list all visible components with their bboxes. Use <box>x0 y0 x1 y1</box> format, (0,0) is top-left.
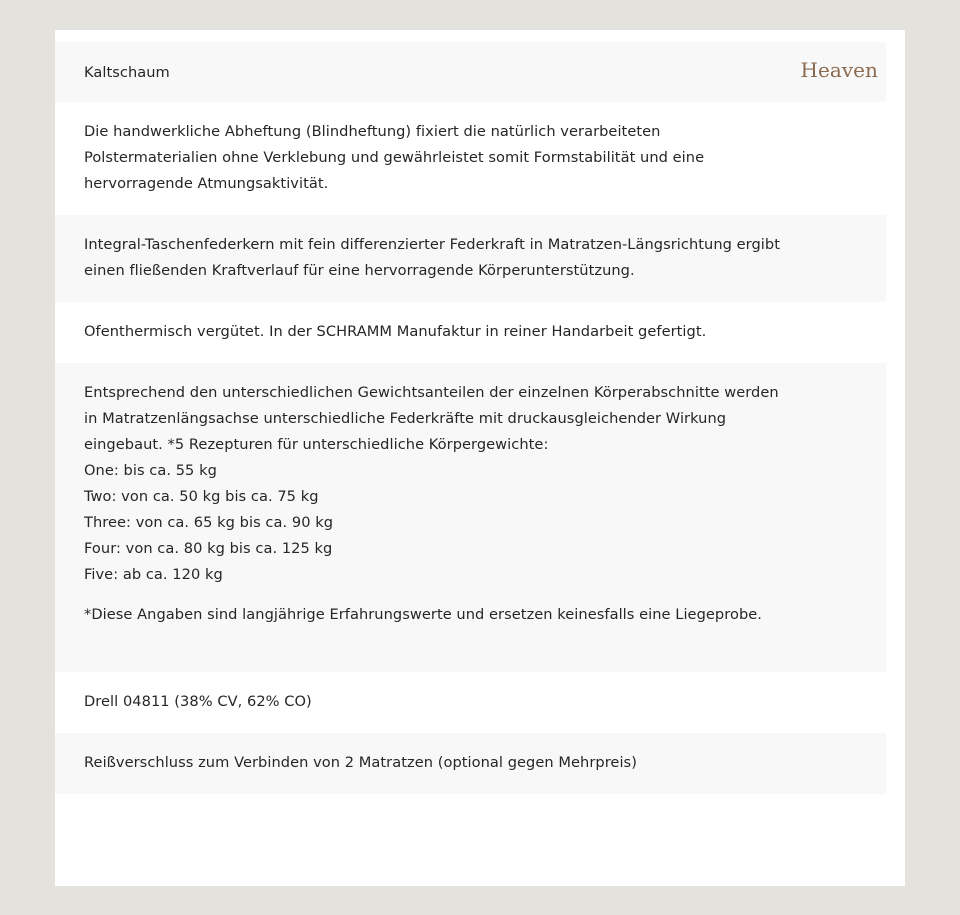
feature-row-zipper <box>55 733 886 794</box>
feature-text-line: in Matratzenlängsachse unterschiedliche Federkräfte mit druckausgleichender Wirkung <box>84 410 727 427</box>
weight-level-five: Five: ab ca. 120 kg <box>84 566 223 583</box>
feature-text-line: Entsprechend den unterschiedlichen Gewichtsanteilen der einzelnen Körperabschnitte werden <box>84 384 779 401</box>
feature-text-line: Reißverschluss zum Verbinden von 2 Matratzen (optional gegen Mehrpreis) <box>84 754 637 771</box>
brand-logo: Heaven <box>800 58 878 82</box>
feature-row-header <box>55 42 886 102</box>
weight-level-three: Three: von ca. 65 kg bis ca. 90 kg <box>84 514 334 531</box>
feature-row-ofen <box>55 302 886 363</box>
feature-list <box>55 42 886 794</box>
feature-text-line: Polstermaterialien ohne Verklebung und gewährleistet somit Formstabilität und eine <box>84 149 705 166</box>
product-details-card <box>55 30 905 886</box>
disclaimer-note: *Diese Angaben sind langjährige Erfahrungswerte und ersetzen keinesfalls eine Liegeprobe. <box>84 606 762 623</box>
feature-text-line: eingebaut. *5 Rezepturen für unterschiedliche Körpergewichte: <box>84 436 549 453</box>
weight-level-two: Two: von ca. 50 kg bis ca. 75 kg <box>84 488 319 505</box>
feature-text-line: einen fließenden Kraftverlauf für eine hervorragende Körperunterstützung. <box>84 262 635 279</box>
feature-text-line: Integral-Taschenfederkern mit fein differenzierter Federkraft in Matratzen-Längsrichtung ergibt <box>84 236 780 253</box>
feature-text-line: hervorragende Atmungsaktivität. <box>84 175 329 192</box>
weight-level-one: One: bis ca. 55 kg <box>84 462 217 479</box>
feature-text-line: Ofenthermisch vergütet. In der SCHRAMM Manufaktur in reiner Handarbeit gefertigt. <box>84 323 707 340</box>
feature-row-federkern <box>55 215 886 302</box>
core-material-label: Kaltschaum <box>84 63 170 81</box>
weight-level-four: Four: von ca. 80 kg bis ca. 125 kg <box>84 540 333 557</box>
feature-row-abheftung <box>55 102 886 215</box>
feature-text-line: Drell 04811 (38% CV, 62% CO) <box>84 693 312 710</box>
feature-text-line: Die handwerkliche Abheftung (Blindheftung) fixiert die natürlich verarbeiteten <box>84 123 661 140</box>
feature-row-rezeptur <box>55 363 886 672</box>
feature-row-drell <box>55 672 886 733</box>
